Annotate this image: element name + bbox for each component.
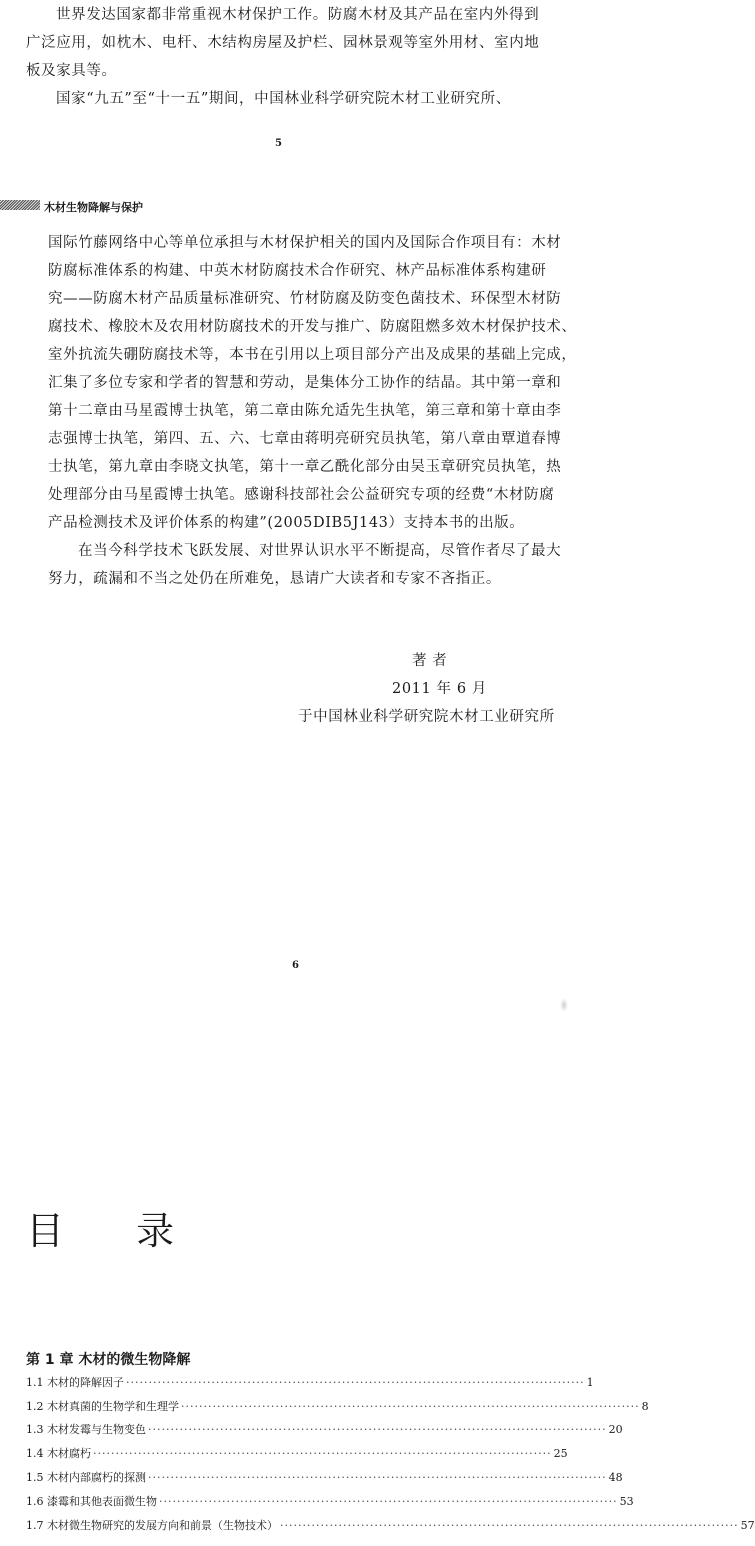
paragraph-line: 在当今科学技术飞跃发展、对世界认识水平不断提高，尽管作者尽了最大 [78,543,562,559]
signature-author: 著 者 [412,653,448,669]
toc-entry [26,1469,623,1485]
header-rule [0,200,40,210]
toc-entry-label: 1.2 木材真菌的生物学和生理学 [26,1400,179,1413]
toc-entry [26,1517,755,1533]
toc-entry-page: 20 [608,1423,623,1436]
paragraph-line: 士执笔，第九章由李晓文执笔，第十一章乙酰化部分由吴玉章研究员执笔，热 [48,459,562,475]
toc-leader-dots: ······································································································ [181,1400,640,1413]
paragraph-line: 志强博士执笔，第四、五、六、七章由蒋明亮研究员执笔，第八章由覃道春博 [48,431,562,447]
paragraph-line: 国际竹藤网络中心等单位承担与木材保护相关的国内及国际合作项目有：木材 [48,235,562,251]
toc-entry-page: 57 [740,1519,755,1532]
paragraph-line: 处理部分由马星霞博士执笔。感谢科技部社会公益研究专项的经费“木材防腐 [48,487,555,503]
toc-entry-page: 48 [608,1471,623,1484]
toc-leader-dots: ······································································································ [280,1519,739,1532]
toc-entry-page: 25 [553,1447,568,1460]
toc-chapter-title: 第 1 章 木材的微生物降解 [26,1352,191,1368]
toc-leader-dots: ······································································································ [126,1376,585,1389]
toc-entry-label: 1.4 木材腐朽 [26,1447,91,1460]
paragraph-line: 努力，疏漏和不当之处仍在所难免，恳请广大读者和专家不吝指正。 [48,571,501,587]
paragraph-line: 腐技术、橡胶木及农用材防腐技术的开发与推广、防腐阻燃多效木材保护技术、 [48,319,577,335]
toc-entry [26,1493,634,1509]
toc-entry-label: 1.6 漆霉和其他表面微生物 [26,1495,157,1508]
toc-entry-label: 1.7 木材微生物研究的发展方向和前景（生物技术） [26,1519,278,1532]
running-header: 木材生物降解与保护 [44,201,143,214]
paragraph-line: 国家“九五”至“十一五”期间，中国林业科学研究院木材工业研究所、 [56,91,511,107]
toc-title: 目 录 [26,1209,205,1253]
page-number: 5 [275,138,282,149]
toc-leader-dots: ······································································································ [159,1495,618,1508]
paragraph-line: 世界发达国家都非常重视木材保护工作。防腐木材及其产品在室内外得到 [56,7,540,23]
paragraph-line: 究——防腐木材产品质量标准研究、竹材防腐及防变色菌技术、环保型木材防 [48,291,562,307]
toc-leader-dots: ······································································································ [148,1423,607,1436]
toc-entry-label: 1.3 木材发霉与生物变色 [26,1423,146,1436]
signature-place: 于中国林业科学研究院木材工业研究所 [298,709,555,725]
paragraph-line: 广泛应用，如枕木、电杆、木结构房屋及护栏、园林景观等室外用材、室内地 [26,35,540,51]
signature-date: 2011 年 6 月 [392,681,487,697]
toc-entry-page: 1 [586,1376,594,1389]
page-number: 6 [292,960,299,971]
paragraph-line: 室外抗流失硼防腐技术等，本书在引用以上项目部分产出及成果的基础上完成， [48,347,577,363]
scan-smudge [560,998,568,1012]
toc-entry [26,1445,568,1461]
toc-entry [26,1374,594,1390]
paragraph-line: 板及家具等。 [26,63,117,79]
toc-entry-label: 1.1 木材的降解因子 [26,1376,124,1389]
toc-leader-dots: ······································································································ [93,1447,552,1460]
paragraph-line: 汇集了多位专家和学者的智慧和劳动，是集体分工协作的结晶。其中第一章和 [48,375,562,391]
toc-entry [26,1421,623,1437]
toc-leader-dots: ······································································································ [148,1471,607,1484]
toc-entry-page: 53 [619,1495,634,1508]
toc-entry-label: 1.5 木材内部腐朽的探测 [26,1471,146,1484]
paragraph-line: 防腐标准体系的构建、中英木材防腐技术合作研究、林产品标准体系构建研 [48,263,547,279]
paragraph-line: 产品检测技术及评价体系的构建”(2005DIB5J143）支持本书的出版。 [48,515,525,531]
toc-entry-page: 8 [641,1400,649,1413]
toc-entry [26,1398,649,1414]
paragraph-line: 第十二章由马星霞博士执笔，第二章由陈允适先生执笔，第三章和第十章由李 [48,403,562,419]
